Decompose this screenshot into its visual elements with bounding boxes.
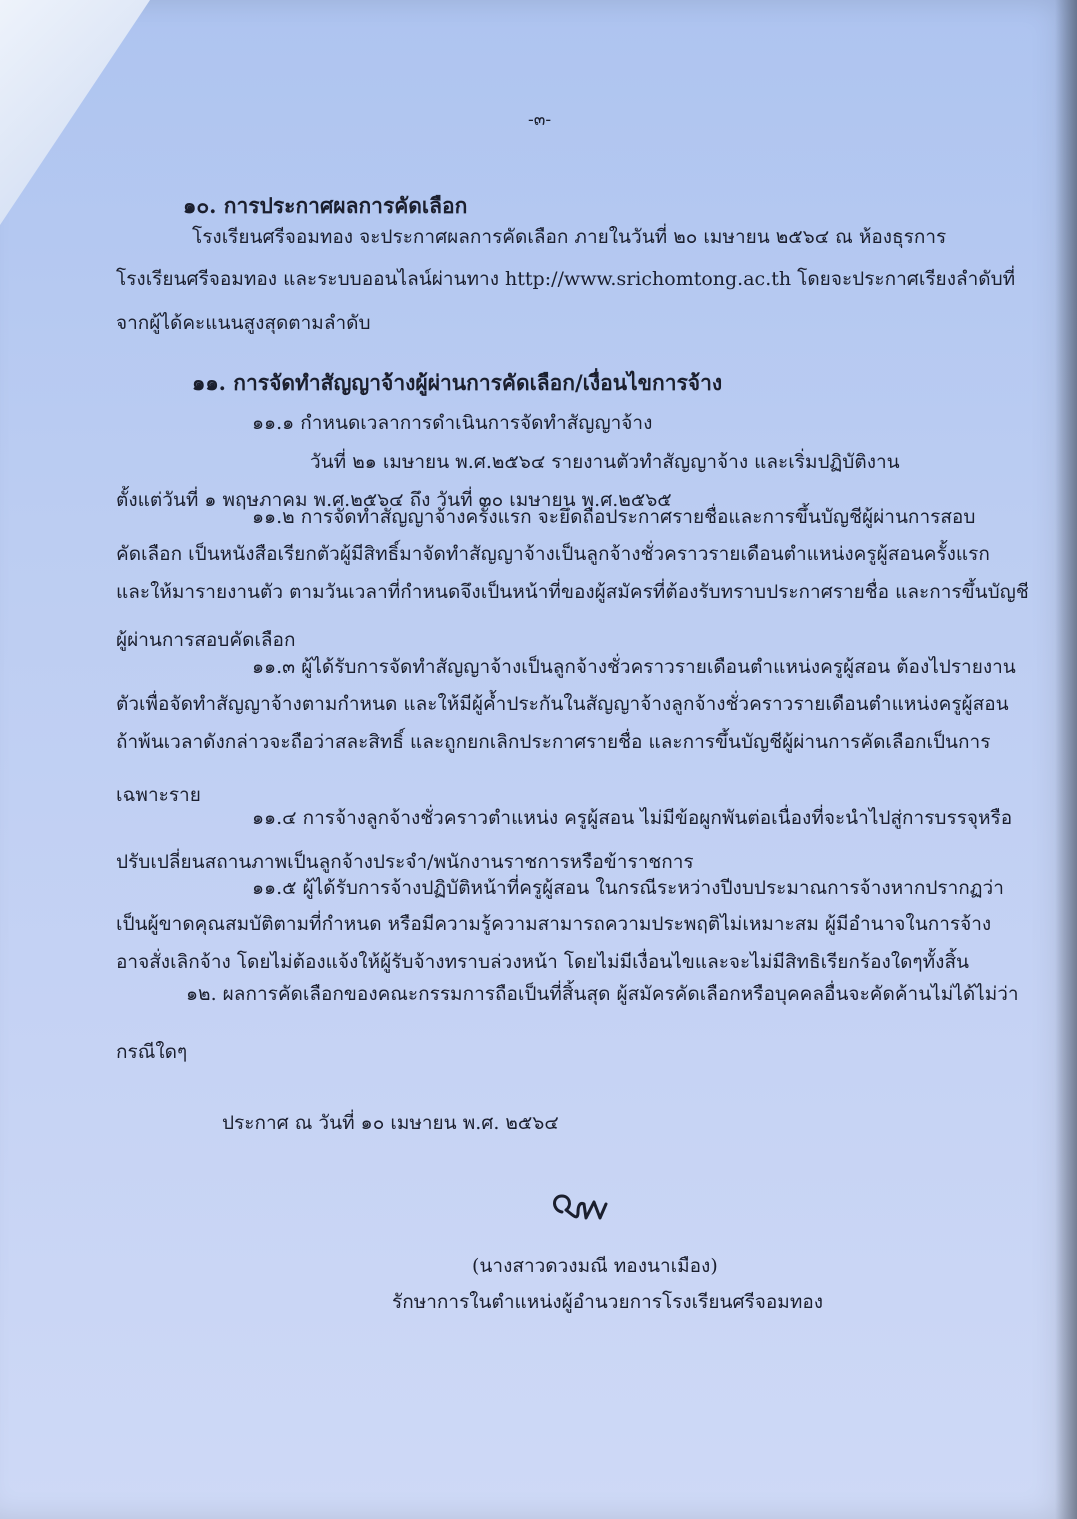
section-10-line-3: จากผู้ได้คะแนนสูงสุดตามลำดับ xyxy=(116,312,371,334)
section-12-line-2: กรณีใดๆ xyxy=(116,1041,188,1063)
section-12-line-1: ๑๒. ผลการคัดเลือกของคณะกรรมการถือเป็นที่สิ้นสุด ผู้สมัครคัดเลือกหรือบุคคลอื่นจะคัดค้านไม่ได้ไม่ว่า xyxy=(186,983,1019,1005)
section-11-line-2: วันที่ ๒๑ เมษายน พ.ศ.๒๕๖๔ รายงานตัวทำสัญญาจ้าง และเริ่มปฏิบัติงาน xyxy=(310,451,900,473)
section-11-line-12: ๑๑.๔ การจ้างลูกจ้างชั่วคราวตำแหน่ง ครูผู้สอน ไม่มีข้อผูกพันต่อเนื่องที่จะนำไปสู่การบรรจุหรือ xyxy=(252,807,1013,829)
page-edge-shadow xyxy=(1055,0,1077,1519)
section-11-line-4: ๑๑.๒ การจัดทำสัญญาจ้างครั้งแรก จะยึดถือประกาศรายชื่อและการขึ้นบัญชีผู้ผ่านการสอบ xyxy=(252,506,976,528)
section-11-line-14: ๑๑.๕ ผู้ได้รับการจ้างปฏิบัติหน้าที่ครูผู้สอน ในกรณีระหว่างปีงบประมาณการจ้างหากปรากฏว่า xyxy=(252,877,1004,899)
announcement-date: ประกาศ ณ วันที่ ๑๐ เมษายน พ.ศ. ๒๕๖๔ xyxy=(222,1112,559,1134)
section-11-line-3: ตั้งแต่วันที่ ๑ พฤษภาคม พ.ศ.๒๕๖๔ ถึง วันที่ ๓๐ เมษายน พ.ศ.๒๕๖๕ xyxy=(116,489,672,511)
section-11-line-16: อาจสั่งเลิกจ้าง โดยไม่ต้องแจ้งให้ผู้รับจ้างทราบล่วงหน้า โดยไม่มีเงื่อนไขและจะไม่มีสิทธิเรียกร้องใดๆทั้งสิ้น xyxy=(116,951,970,973)
signatory-name: (นางสาวดวงมณี ทองนาเมือง) xyxy=(472,1255,718,1277)
signatory-position: รักษาการในตำแหน่งผู้อำนวยการโรงเรียนศรีจอมทอง xyxy=(392,1291,824,1313)
section-11-line-15: เป็นผู้ขาดคุณสมบัติตามที่กำหนด หรือมีความรู้ความสามารถความประพฤติไม่เหมาะสม ผู้มีอำนาจในการจ้าง xyxy=(116,913,992,935)
section-11-line-7: ผู้ผ่านการสอบคัดเลือก xyxy=(116,629,296,651)
section-11-heading: ๑๑. การจัดทำสัญญาจ้างผู้ผ่านการคัดเลือก/เงื่อนไขการจ้าง xyxy=(192,370,723,395)
section-11-line-6: และให้มารายงานตัว ตามวันเวลาที่กำหนดจึงเป็นหน้าที่ของผู้สมัครที่ต้องรับทราบประกาศรายชื่อ และการขึ้นบัญชี xyxy=(116,581,1029,603)
section-11-line-8: ๑๑.๓ ผู้ได้รับการจัดทำสัญญาจ้างเป็นลูกจ้างชั่วคราวรายเดือนตำแหน่งครูผู้สอน ต้องไปรายงาน xyxy=(252,656,1016,678)
section-11-line-10: ถ้าพ้นเวลาดังกล่าวจะถือว่าสละสิทธิ์ และถูกยกเลิกประกาศรายชื่อ และการขึ้นบัญชีผู้ผ่านการคัดเลือกเป็นการ xyxy=(116,731,991,753)
section-11-line-11: เฉพาะราย xyxy=(116,784,201,806)
section-11-line-5: คัดเลือก เป็นหนังสือเรียกตัวผู้มีสิทธิ์มาจัดทำสัญญาจ้างเป็นลูกจ้างชั่วคราวรายเดือนตำแหน่งครูผู้สอนครั้งแรก xyxy=(116,543,990,565)
section-11-line-9: ตัวเพื่อจัดทำสัญญาจ้างตามกำหนด และให้มีผู้ค้ำประกันในสัญญาจ้างลูกจ้างชั่วคราวรายเดือนตำแหน่งครูผู้สอน xyxy=(116,693,1009,715)
page-number: -๓- xyxy=(528,110,552,130)
section-11-line-1: ๑๑.๑ กำหนดเวลาการดำเนินการจัดทำสัญญาจ้าง xyxy=(252,412,653,434)
section-10-line-2: โรงเรียนศรีจอมทอง และระบบออนไลน์ผ่านทาง http://www.srichomtong.ac.th โดยจะประกาศเรียงลำดับที่ xyxy=(116,268,1016,290)
section-10-line-1: โรงเรียนศรีจอมทอง จะประกาศผลการคัดเลือก ภายในวันที่ ๒๐ เมษายน ๒๕๖๔ ณ ห้องธุรการ xyxy=(192,226,947,248)
folded-corner xyxy=(0,0,150,225)
section-10-heading: ๑๐. การประกาศผลการคัดเลือก xyxy=(183,193,468,218)
section-11-line-13: ปรับเปลี่ยนสถานภาพเป็นลูกจ้างประจำ/พนักงานราชการหรือข้าราชการ xyxy=(116,851,694,873)
handwritten-signature xyxy=(548,1188,628,1228)
